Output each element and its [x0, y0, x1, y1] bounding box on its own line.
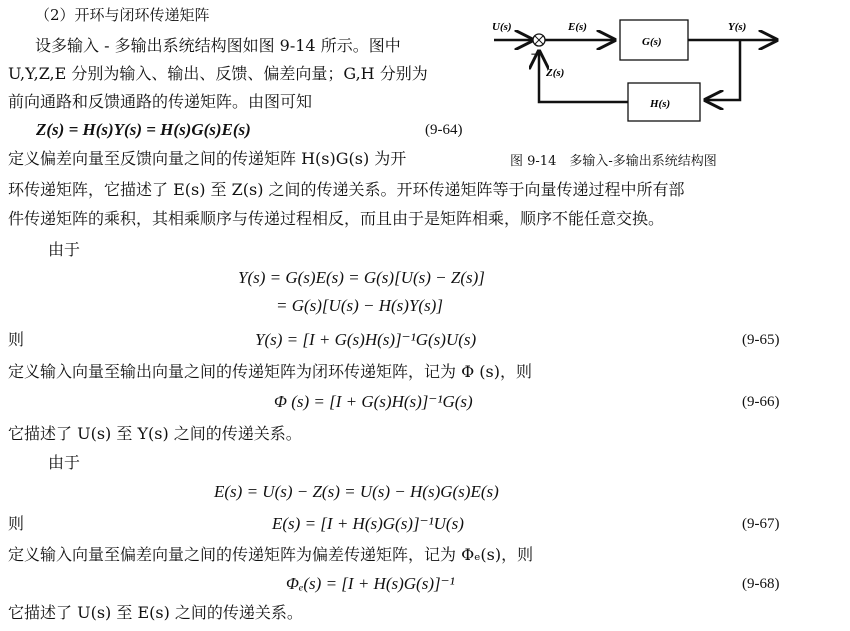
closed-loop-definition: 定义输入向量至输出向量之间的传递矩阵为闭环传递矩阵，记为 Φ (s)，则 [8, 362, 532, 381]
minus-sign: − [530, 47, 541, 61]
diagram-label-z: Z(s) [546, 67, 565, 79]
intro-line-3: 前向通路和反馈通路的传递矩阵。由图可知 [8, 92, 313, 111]
open-loop-line-2: 环传递矩阵，它描述了 E(s) 至 Z(s) 之间的传递关系。开环传递矩阵等于向量传递过程中所有部 [8, 180, 685, 199]
description-u-to-e: 它描述了 U(s) 至 E(s) 之间的传递关系。 [8, 603, 303, 622]
then-label-2: 则 [8, 514, 25, 533]
diagram-label-u: U(s) [492, 21, 512, 33]
equation-9-67: E(s) = [I + H(s)G(s)]⁻¹U(s) [272, 514, 464, 533]
figure-caption: 图 9-14 多输入-多输出系统结构图 [510, 154, 717, 169]
equation-9-68: Φₑ(s) = [I + H(s)G(s)]⁻¹ [286, 574, 455, 593]
block-diagram-figure [490, 10, 790, 135]
equation-9-66: Φ (s) = [I + G(s)H(s)]⁻¹G(s) [274, 392, 473, 411]
intro-line-2: U,Y,Z,E 分别为输入、输出、反馈、偏差向量；G,H 分别为 [8, 64, 428, 83]
equation-number-9-68: (9-68) [742, 576, 780, 592]
open-loop-line-1: 定义偏差向量至反馈向量之间的传递矩阵 H(s)G(s) 为开 [8, 149, 407, 168]
open-loop-line-3: 件传递矩阵的乘积，其相乘顺序与传递过程相反，而且由于是矩阵相乘，顺序不能任意交换。 [8, 209, 665, 228]
because-label-2: 由于 [48, 453, 81, 472]
equation-number-9-64: (9-64) [425, 122, 463, 138]
equation-number-9-65: (9-65) [742, 332, 780, 348]
equation-y-line-1: Y(s) = G(s)E(s) = G(s)[U(s) − Z(s)] [238, 268, 485, 287]
error-matrix-definition: 定义输入向量至偏差向量之间的传递矩阵为偏差传递矩阵，记为 Φₑ(s)，则 [8, 545, 534, 564]
feedback-takeoff-line [706, 40, 740, 100]
diagram-label-e: E(s) [568, 21, 587, 33]
description-u-to-y: 它描述了 U(s) 至 Y(s) 之间的传递关系。 [8, 424, 302, 443]
equation-y-line-2: = G(s)[U(s) − H(s)Y(s)] [276, 296, 443, 315]
equation-9-65: Y(s) = [I + G(s)H(s)]⁻¹G(s)U(s) [255, 330, 477, 349]
diagram-label-g: G(s) [642, 36, 662, 48]
equation-number-9-66: (9-66) [742, 394, 780, 410]
equation-number-9-67: (9-67) [742, 516, 780, 532]
intro-line-1: 设多输入 - 多输出系统结构图如图 9-14 所示。图中 [35, 36, 401, 55]
diagram-label-y: Y(s) [728, 21, 747, 33]
equation-9-64: Z(s) = H(s)Y(s) = H(s)G(s)E(s) [36, 120, 251, 139]
diagram-label-h: H(s) [650, 98, 671, 110]
because-label-1: 由于 [48, 240, 81, 259]
then-label-1: 则 [8, 330, 25, 349]
equation-e-line-1: E(s) = U(s) − Z(s) = U(s) − H(s)G(s)E(s) [214, 482, 499, 501]
section-title: （2）开环与闭环传递矩阵 [35, 6, 210, 24]
